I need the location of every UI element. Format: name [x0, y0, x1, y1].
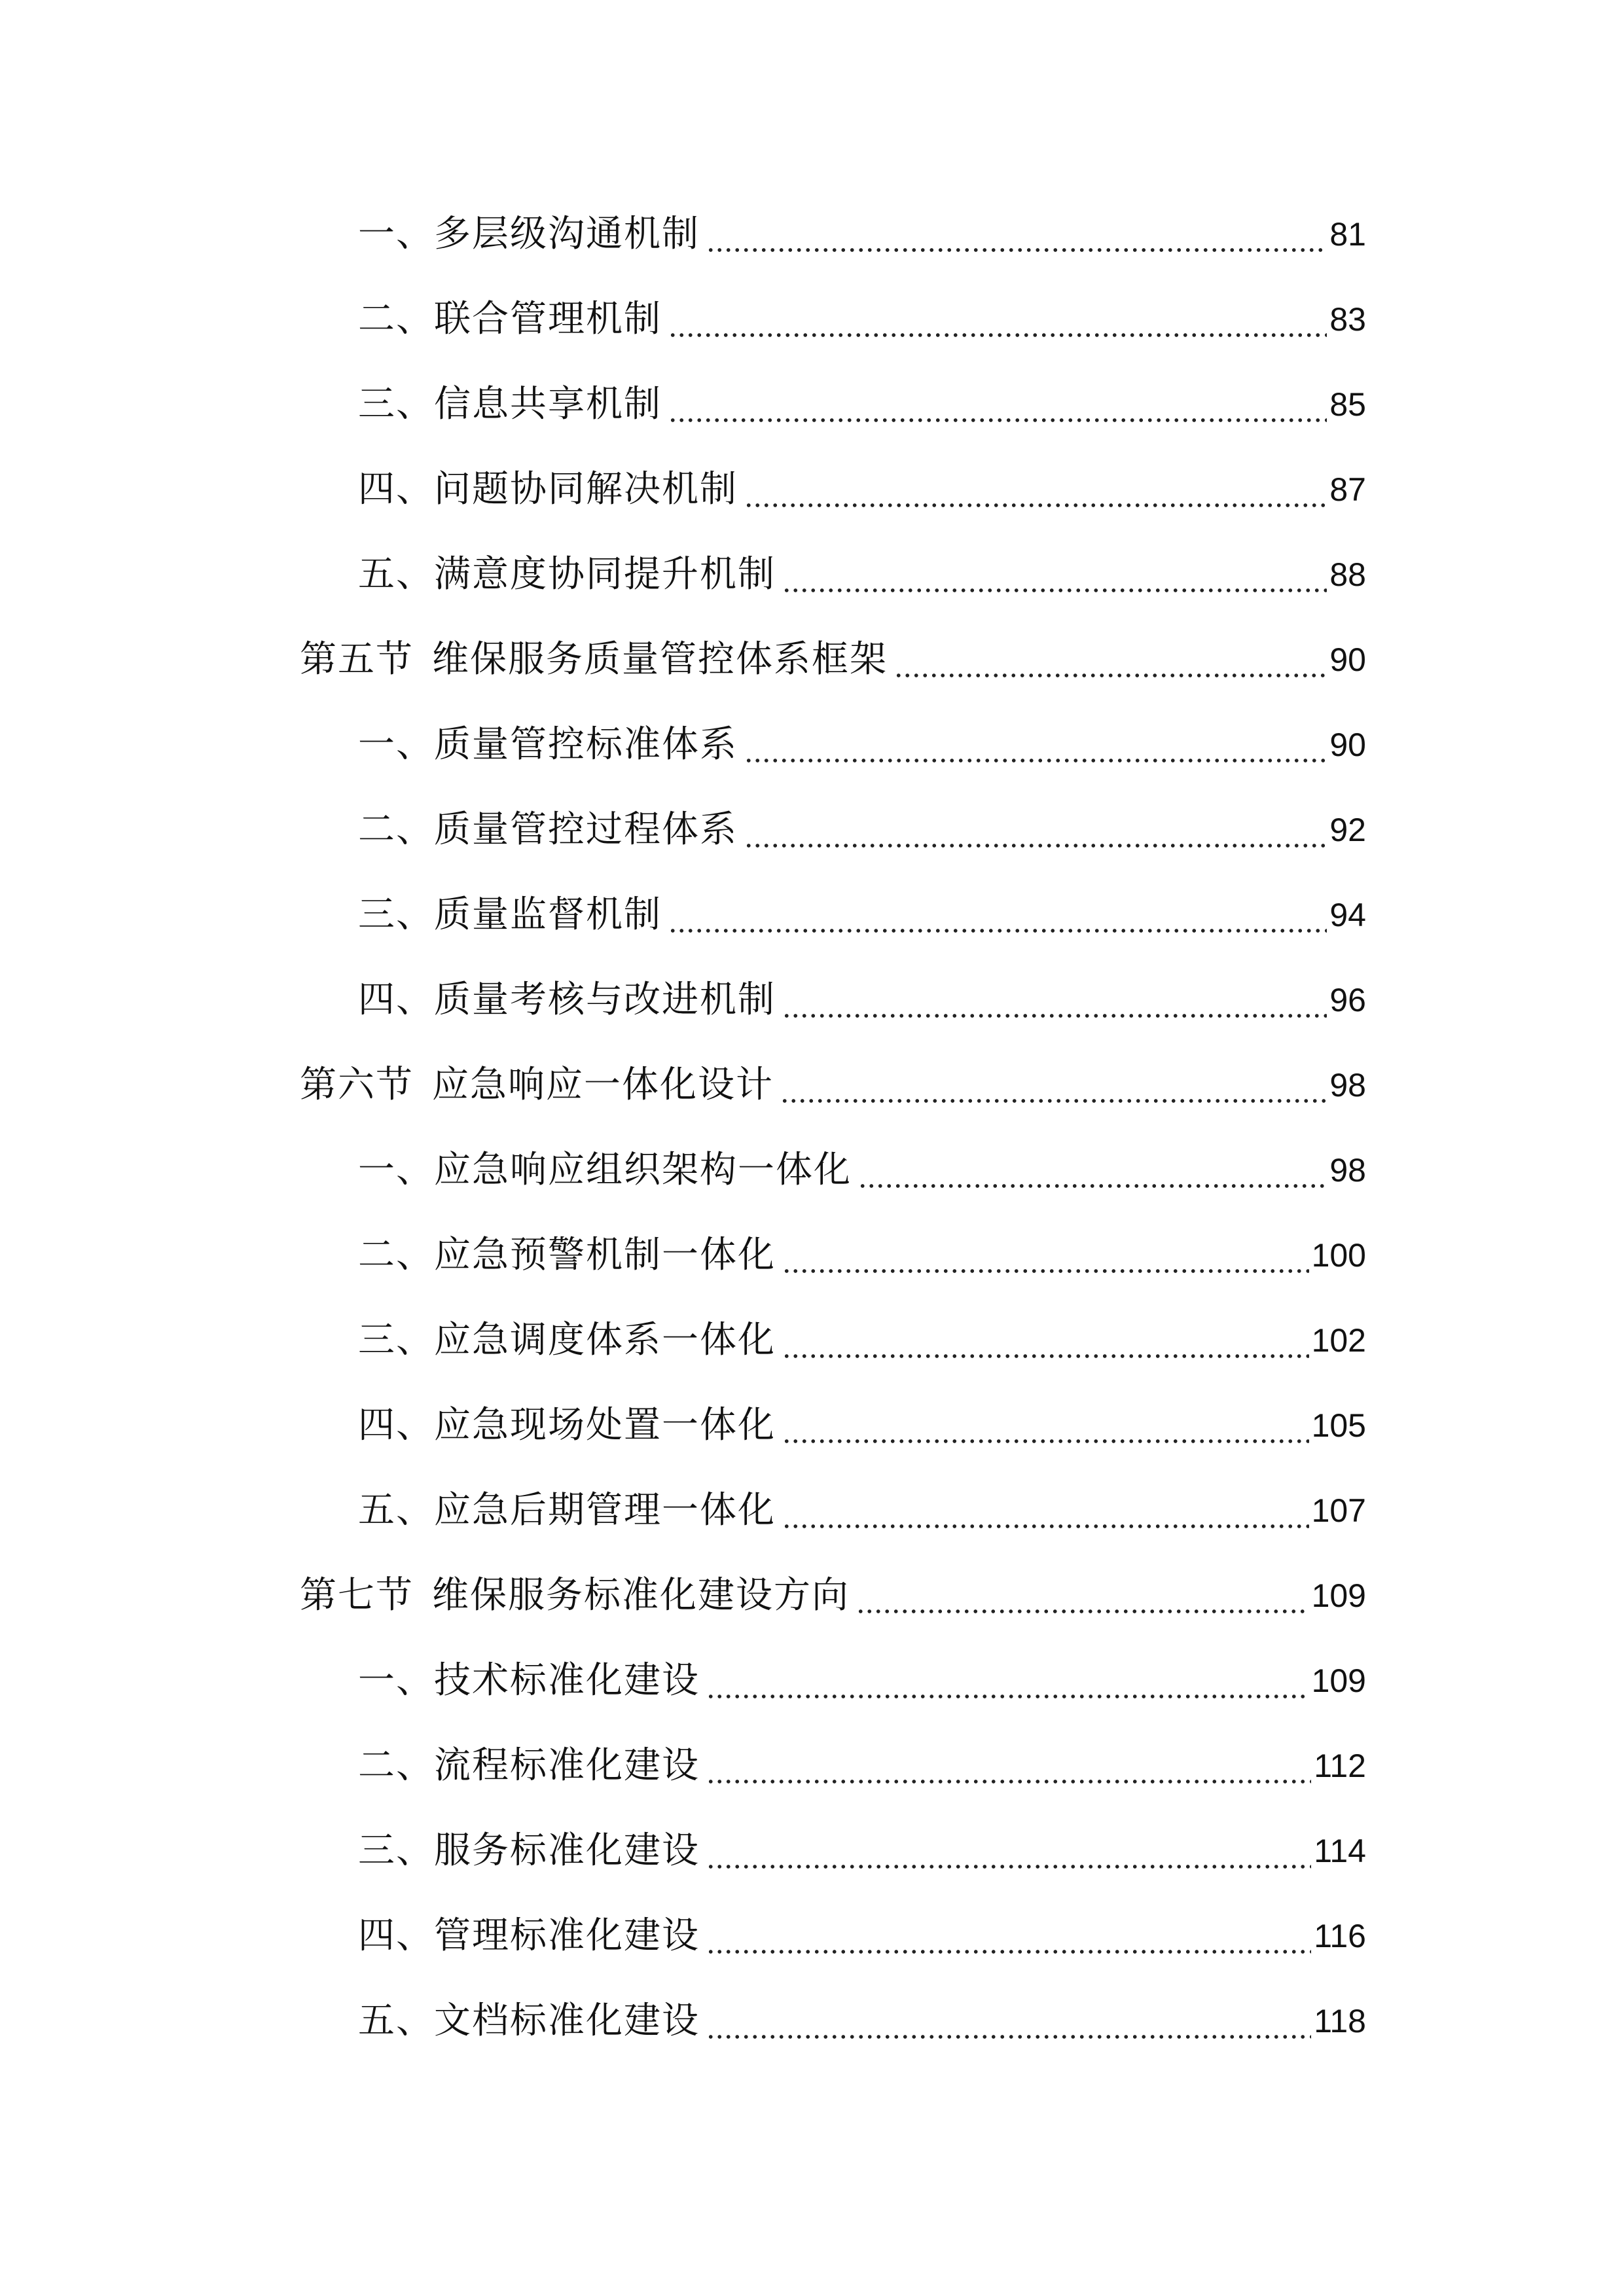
toc-entry[interactable] [358, 378, 1366, 431]
toc-page-number: 85 [1329, 386, 1366, 423]
toc-section-title [300, 1570, 850, 1622]
toc-entry[interactable] [358, 974, 1366, 1026]
toc-entry[interactable] [358, 1995, 1366, 2047]
toc-entry-title: 二、质量管控过程体系 [358, 808, 738, 851]
toc-dot-leader [668, 889, 1327, 941]
toc-dot-leader [782, 1399, 1309, 1452]
toc-entry[interactable] [358, 293, 1366, 346]
toc-entry-title: 五、满意度协同提升机制 [358, 553, 776, 596]
toc-page-number: 88 [1329, 556, 1366, 593]
toc-page-number: 90 [1329, 726, 1366, 763]
toc-page-number: 83 [1329, 301, 1366, 338]
toc-entry-title: 二、应急预警机制一体化 [358, 1234, 776, 1276]
toc-section-title [300, 634, 888, 686]
toc-entry[interactable] [358, 463, 1366, 516]
toc-dot-leader [706, 1740, 1311, 1792]
toc-entry-title: 一、应急响应组织架构一体化 [358, 1149, 852, 1191]
toc-section-name: 应急响应一体化设计 [432, 1064, 774, 1106]
toc-entry-title: 五、文档标准化建设 [358, 2000, 700, 2042]
toc-entry[interactable] [358, 889, 1366, 941]
toc-dot-leader [782, 1229, 1309, 1282]
toc-entry-title: 四、应急现场处置一体化 [358, 1404, 776, 1446]
toc-page-number: 109 [1311, 1662, 1366, 1699]
toc-entry-title: 二、联合管理机制 [358, 298, 662, 340]
toc-page-number: 118 [1314, 2003, 1366, 2039]
toc-dot-leader [858, 1144, 1327, 1196]
toc-entry-title: 四、质量考核与改进机制 [358, 978, 776, 1021]
toc-dot-leader [744, 804, 1327, 856]
toc-section-entry[interactable] [300, 1059, 1366, 1111]
toc-section-name: 维保服务质量管控体系框架 [432, 638, 888, 681]
toc-page-number: 107 [1311, 1492, 1366, 1529]
toc-entry-title: 一、多层级沟通机制 [358, 213, 700, 255]
toc-dot-leader [744, 719, 1327, 771]
toc-entry-title: 四、管理标准化建设 [358, 1914, 700, 1957]
toc-page-number: 98 [1329, 1067, 1366, 1103]
toc-entry-title: 三、信息共享机制 [358, 383, 662, 425]
toc-section-name: 维保服务标准化建设方向 [432, 1574, 850, 1617]
toc-entry-title: 五、应急后期管理一体化 [358, 1489, 776, 1532]
toc-dot-leader [706, 1910, 1311, 1962]
toc-dot-leader [744, 463, 1327, 516]
toc-page-number: 92 [1329, 812, 1366, 848]
toc-dot-leader [780, 1059, 1327, 1111]
toc-entry-title: 四、问题协同解决机制 [358, 468, 738, 511]
toc-dot-leader [706, 1655, 1309, 1707]
toc-dot-leader [782, 1314, 1309, 1367]
toc-entry[interactable] [358, 1314, 1366, 1367]
toc-page-number: 94 [1329, 897, 1366, 933]
toc-page-number: 100 [1311, 1237, 1366, 1274]
toc-entry[interactable] [358, 1229, 1366, 1282]
toc-dot-leader [856, 1570, 1309, 1622]
toc-entry-title: 三、质量监督机制 [358, 893, 662, 936]
toc-dot-leader [782, 974, 1327, 1026]
toc-dot-leader [706, 1825, 1311, 1877]
toc-entry[interactable] [358, 804, 1366, 856]
toc-dot-leader [668, 293, 1327, 346]
toc-entry[interactable] [358, 719, 1366, 771]
toc-page-number: 87 [1329, 471, 1366, 508]
toc-page-number: 114 [1314, 1833, 1366, 1869]
toc-entry-title: 三、应急调度体系一体化 [358, 1319, 776, 1361]
toc-page-number: 90 [1329, 641, 1366, 678]
toc-section-label: 第六节 [300, 1064, 414, 1106]
toc-page-number: 102 [1311, 1322, 1366, 1359]
toc-dot-leader [706, 1995, 1311, 2047]
toc-dot-leader [668, 378, 1327, 431]
toc-page-number: 116 [1314, 1918, 1366, 1954]
toc-page-number: 105 [1311, 1407, 1366, 1444]
toc-entry[interactable] [358, 1740, 1366, 1792]
toc-page-number: 98 [1329, 1152, 1366, 1189]
toc-section-entry[interactable] [300, 1570, 1366, 1622]
toc-section-entry[interactable] [300, 634, 1366, 686]
toc-page-number: 81 [1329, 216, 1366, 253]
toc-dot-leader [782, 548, 1327, 601]
toc-entry[interactable] [358, 1655, 1366, 1707]
toc-dot-leader [706, 208, 1327, 260]
toc-page-number: 112 [1314, 1748, 1366, 1784]
toc-entry[interactable] [358, 1484, 1366, 1537]
toc-section-label: 第五节 [300, 638, 414, 681]
toc-entry[interactable] [358, 1910, 1366, 1962]
toc-section-label: 第七节 [300, 1574, 414, 1617]
toc-entry[interactable] [358, 1144, 1366, 1196]
toc-entry-title: 二、流程标准化建设 [358, 1744, 700, 1787]
toc-page-number: 96 [1329, 982, 1366, 1018]
toc-page-number: 109 [1311, 1577, 1366, 1614]
toc-entry[interactable] [358, 208, 1366, 260]
toc-entry-title: 一、质量管控标准体系 [358, 723, 738, 766]
toc-entry[interactable] [358, 1399, 1366, 1452]
toc-dot-leader [894, 634, 1327, 686]
toc-entry-title: 一、技术标准化建设 [358, 1659, 700, 1702]
toc-entry[interactable] [358, 1825, 1366, 1877]
toc-entry[interactable] [358, 548, 1366, 601]
toc-dot-leader [782, 1484, 1309, 1537]
toc-entry-title: 三、服务标准化建设 [358, 1829, 700, 1872]
toc-section-title [300, 1059, 774, 1111]
